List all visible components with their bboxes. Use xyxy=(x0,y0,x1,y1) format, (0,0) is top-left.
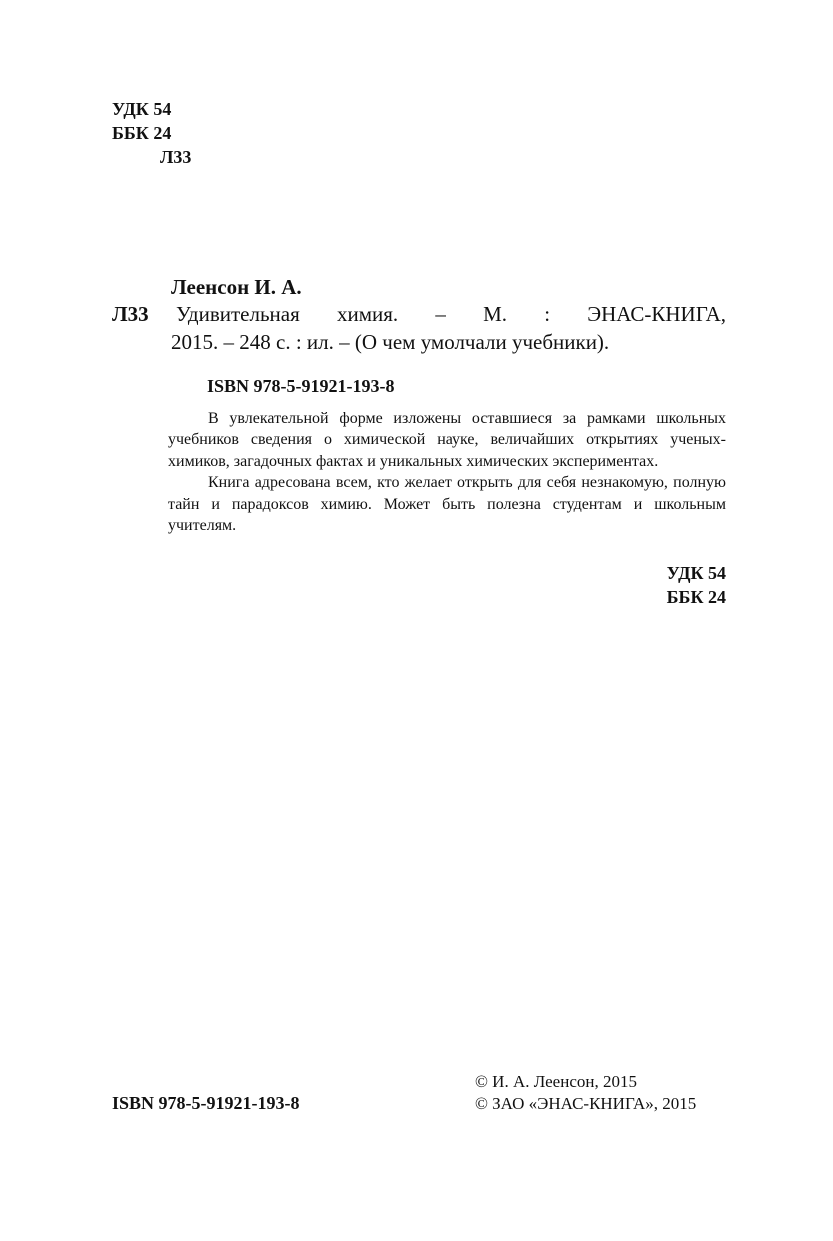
isbn-footer: ISBN 978-5-91921-193-8 xyxy=(112,1093,300,1113)
book-title-line: Удивительная химия. – М. : ЭНАС-КНИГА, xyxy=(176,302,726,326)
catalog-code: Л33 xyxy=(112,302,149,326)
bbk-code-right: ББК 24 xyxy=(666,587,726,607)
udk-code-right: УДК 54 xyxy=(666,563,726,583)
copyright-author: © И. А. Леенсон, 2015 xyxy=(475,1072,637,1091)
author-sign: Л33 xyxy=(160,147,192,167)
udk-code: УДК 54 xyxy=(112,99,172,119)
isbn-main: ISBN 978-5-91921-193-8 xyxy=(207,376,395,396)
copyright-publisher: © ЗАО «ЭНАС-КНИГА», 2015 xyxy=(475,1094,697,1113)
imprint-line: 2015. – 248 с. : ил. – (О чем умолчали учебники). xyxy=(171,330,610,354)
bbk-code: ББК 24 xyxy=(112,123,172,143)
author-name: Леенсон И. А. xyxy=(171,275,302,299)
annotation xyxy=(168,408,726,536)
annotation-paragraph-2: Книга адресована всем, кто желает открыть для себя незнакомую, полную тайн и парадоксов химию. Может быть полезна студентам и школьным учителям. xyxy=(168,474,726,535)
annotation-paragraph-1: В увлекательной форме изложены оставшиеся за рамками школьных учебников сведения о химической науке, величайших открытиях ученых-химиков, загадочных фактах и уникальных химических экспериментах. xyxy=(168,410,726,470)
